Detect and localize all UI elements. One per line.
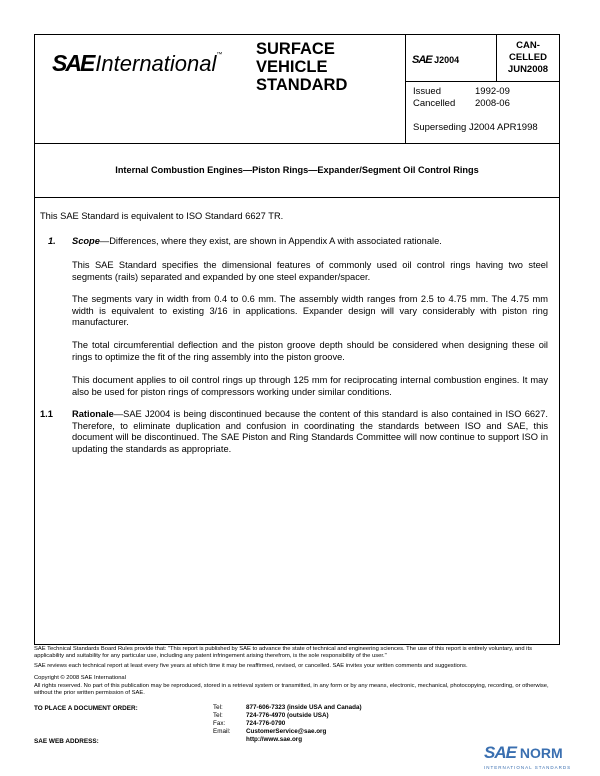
section-1-1-rationale <box>72 409 548 455</box>
paragraph-applies: This document applies to oil control rings up through 125 mm for reciprocating internal combustion engines. It may also be used for piston rings of compressors working under similar conditions. <box>72 375 548 397</box>
status-badge: CAN- CELLED JUN2008 <box>507 40 549 75</box>
email-link[interactable]: CustomerService@sae.org <box>246 728 327 736</box>
cancelled-label: Cancelled <box>413 98 456 109</box>
issued-date: 1992-09 <box>475 86 510 97</box>
footer-review: SAE reviews each technical report at least every five years at which time it may be reaffirmed, revised, or cancelled. SAE invites your written comments and suggestions. <box>34 663 468 669</box>
superseding-note: Superseding J2004 APR1998 <box>413 122 538 133</box>
footer-rights: All rights reserved. No part of this publication may be reproduced, stored in a retrieval system or transmitted, in any form or by any means, electronic, mechanical, photocopying, recording, or otherwise, without the prior written permission of SAE. <box>34 683 549 697</box>
title-divider <box>35 197 559 198</box>
status-box-bottom <box>405 81 560 82</box>
paragraph-deflection: The total circumferential deflection and the piston groove depth should be considered when designing these oil rings to optimize the fit of the ring assembly into the piston groove. <box>72 340 548 362</box>
watermark-subtitle: INTERNATIONAL STANDARDS <box>484 765 572 770</box>
document-dates <box>413 86 510 110</box>
intro-text: This SAE Standard is equivalent to ISO Standard 6627 TR. <box>40 211 284 221</box>
order-label: TO PLACE A DOCUMENT ORDER: <box>34 705 138 712</box>
contact-info: Tel: 877-606-7323 (inside USA and Canada) Tel: 724-776-4970 (outside USA) Fax: 724-776-0790 Email: CustomerService@sae.org http://www.sae.org <box>213 704 362 744</box>
web-address-link[interactable]: http://www.sae.org <box>246 736 303 744</box>
section-1-1-number: 1.1 <box>40 409 53 419</box>
cancelled-date: 2008-06 <box>475 98 510 109</box>
issued-label: Issued <box>413 86 441 97</box>
section-1-number: 1. <box>48 236 56 246</box>
sae-international-logo: SAEInternational™ <box>52 50 223 76</box>
section-1-scope <box>72 236 548 248</box>
header-column-divider <box>405 35 406 143</box>
section-1-text: —Differences, where they exist, are shown in Appendix A with associated rationale. <box>99 236 442 246</box>
phone-outside-usa: 724-776-4970 (outside USA) <box>246 712 329 720</box>
sae-norm-watermark: SAE NORM <box>484 743 563 762</box>
section-1-1-heading: Rationale <box>72 409 114 419</box>
web-address-label: SAE WEB ADDRESS: <box>34 738 99 745</box>
document-number: SAE J2004 <box>412 54 460 66</box>
paragraph-segments: The segments vary in width from 0.4 to 0.6 mm. The assembly width ranges from 2.5 to 4.75 mm. The 4.75 mm width is equivalent to existing 3/16 in applications. Expander design will vary considerably with piston ring manufacturer. <box>72 294 548 327</box>
document-type: SURFACE VEHICLE STANDARD <box>256 40 348 94</box>
document-title: Internal Combustion Engines—Piston Rings—Expander/Segment Oil Control Rings <box>115 165 479 175</box>
paragraph-specifies: This SAE Standard specifies the dimensional features of commonly used oil control rings having two steel segments (rails) separated and expanded by one steel expander/spacer. <box>72 260 548 282</box>
header-divider <box>35 143 559 144</box>
footer-rules: SAE Technical Standards Board Rules provide that: "This report is published by SAE to advance the state of technical and engineering sciences. The use of this report is entirely voluntary, and its applicability and suitability for any particular use, including any patent infringement arising therefrom, is the sole responsibility of the user." <box>34 646 532 660</box>
phone-inside-usa: 877-606-7323 (inside USA and Canada) <box>246 704 362 711</box>
section-1-heading: Scope <box>72 236 100 246</box>
footer-copyright: Copyright © 2008 SAE International <box>34 675 126 681</box>
section-1-1-text: —SAE J2004 is being discontinued because the content of this standard is also contained in ISO 6627. Therefore, to eliminate duplication and confusion in coordinating the standards between ISO and SAE, this document will be discontinued. The SAE Piston and Ring Standards Committee will now continue to support ISO in updating the standards as appropriate. <box>72 409 548 454</box>
fax-number: 724-776-0790 <box>246 720 286 728</box>
